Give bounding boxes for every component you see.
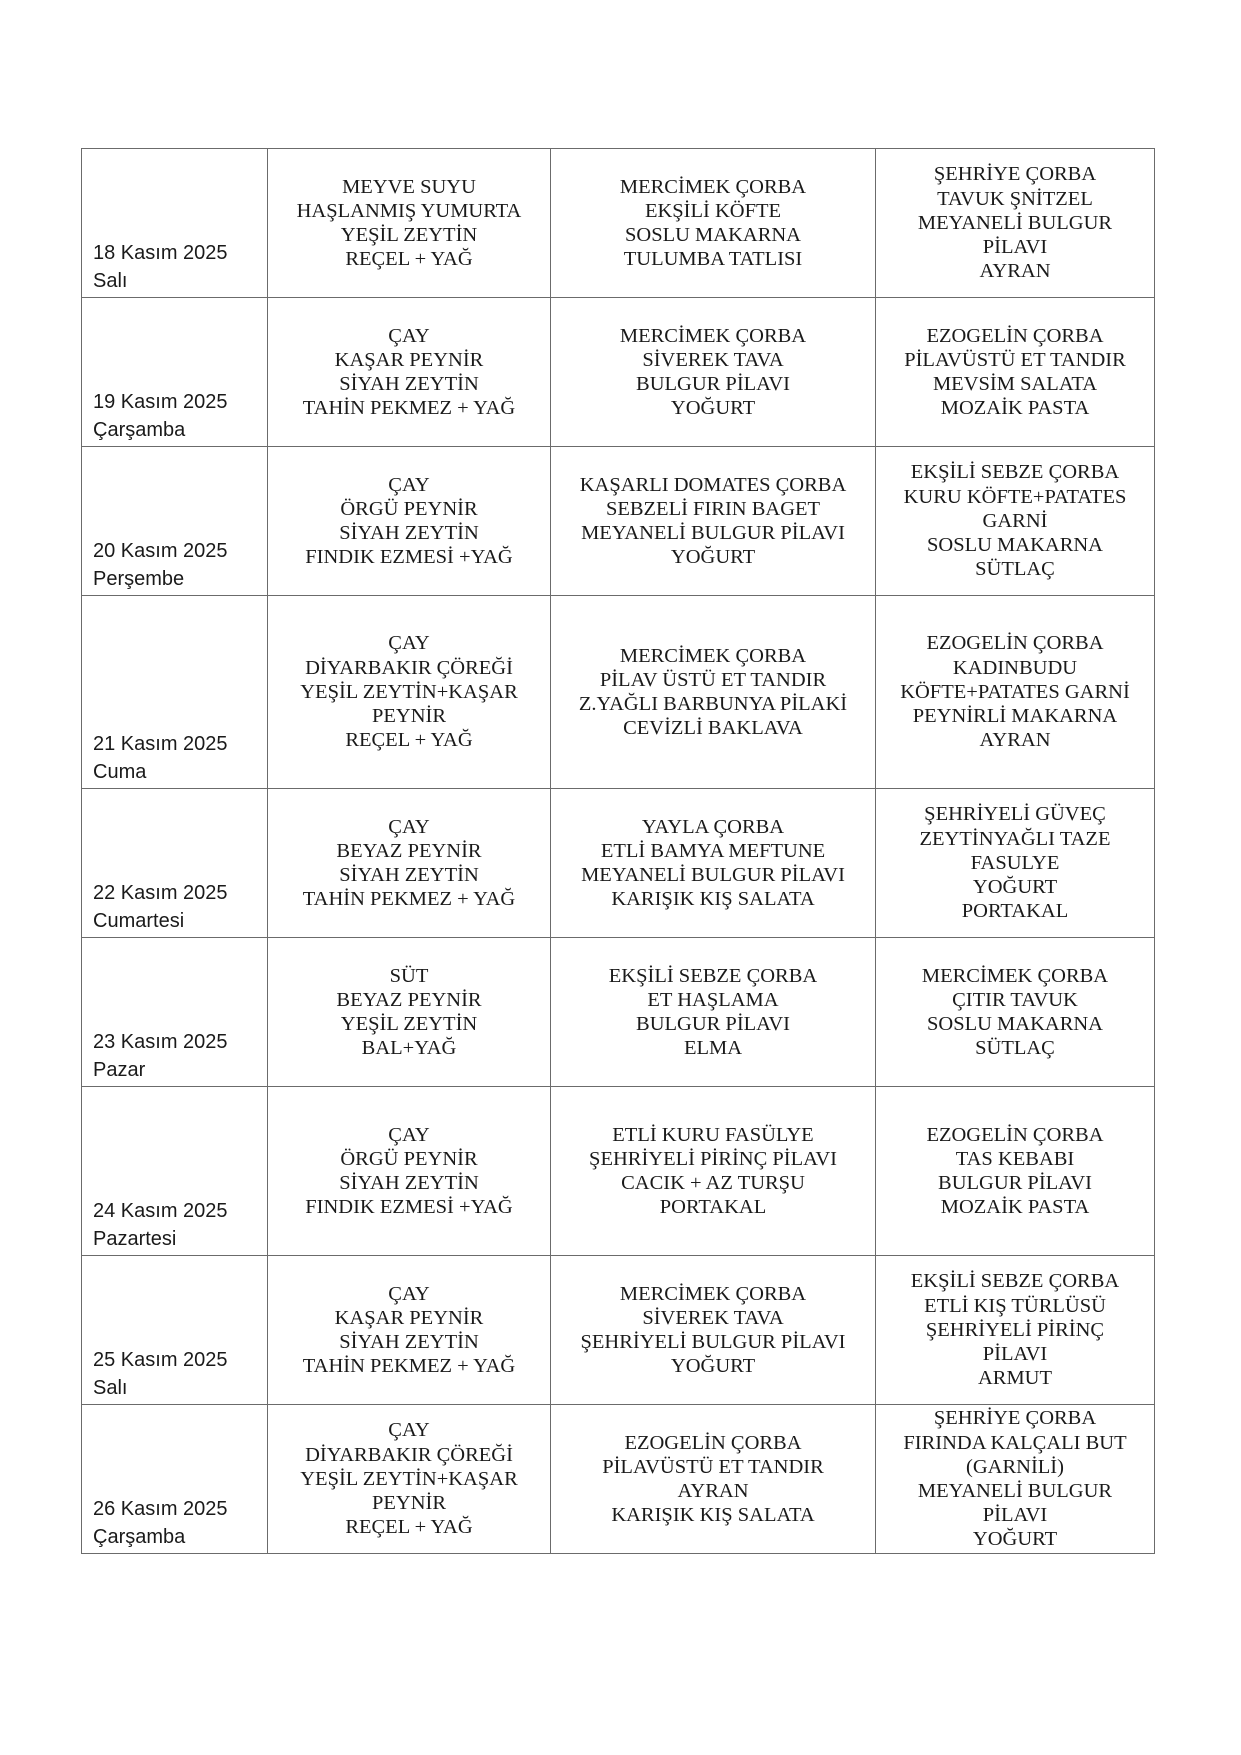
dinner-item: SÜTLAÇ (975, 1037, 1055, 1060)
dinner-item: AYRAN (979, 729, 1051, 752)
weekday-label: Pazartesi (93, 1228, 177, 1250)
dinner-item: PEYNİRLİ MAKARNA (912, 705, 1118, 728)
weekday-label: Pazar (93, 1059, 146, 1081)
breakfast-item: ÇAY (388, 1419, 430, 1442)
lunch-item: ETLİ KURU FASÜLYE (612, 1123, 814, 1146)
dinner-item: PİLAVÜSTÜ ET TANDIR (904, 348, 1126, 371)
dinner-cell (876, 938, 1155, 1087)
lunch-item: EKŞİLİ KÖFTE (644, 199, 782, 222)
dinner-item: MEYANELİ BULGUR (917, 1480, 1113, 1502)
dinner-item: SOSLU MAKARNA (927, 1013, 1103, 1035)
breakfast-item: TAHİN PEKMEZ + YAĞ (302, 397, 516, 420)
dinner-item: ŞEHRİYE ÇORBA (933, 1407, 1097, 1430)
breakfast-item: BEYAZ PEYNİR (336, 839, 482, 862)
menu-row (82, 938, 1155, 1087)
breakfast-item: REÇEL + YAĞ (345, 1516, 473, 1539)
menu-row (82, 447, 1155, 596)
breakfast-item: PEYNİR (371, 1492, 447, 1515)
dinner-item: YOĞURT (972, 1528, 1058, 1551)
dinner-item: SOSLU MAKARNA (927, 534, 1103, 557)
dinner-item: ŞEHRİYE ÇORBA (933, 163, 1097, 186)
breakfast-item: ÇAY (388, 324, 430, 347)
breakfast-item: FINDIK EZMESİ +YAĞ (305, 1196, 513, 1219)
lunch-item: MERCİMEK ÇORBA (619, 175, 807, 198)
breakfast-cell (268, 938, 551, 1087)
breakfast-item: SİYAH ZEYTİN (339, 522, 479, 544)
dinner-item: MEYANELİ BULGUR (917, 211, 1113, 234)
menu-row (82, 596, 1155, 789)
menu-row (82, 149, 1155, 298)
lunch-cell (551, 447, 876, 596)
breakfast-item: ÇAY (388, 632, 430, 655)
lunch-item: SİVEREK TAVA (642, 1306, 784, 1329)
dinner-item: ŞEHRİYELİ PİRİNÇ (925, 1318, 1105, 1341)
dinner-cell (876, 447, 1155, 596)
date-cell (82, 1087, 268, 1256)
dinner-cell (876, 596, 1155, 789)
dinner-item: ETLİ KIŞ TÜRLÜSÜ (924, 1294, 1106, 1317)
weekday-label: Salı (93, 1377, 128, 1399)
lunch-cell (551, 789, 876, 938)
breakfast-item: ÇAY (388, 473, 430, 496)
breakfast-item: KAŞAR PEYNİR (334, 348, 484, 371)
breakfast-item: YEŞİL ZEYTİN (340, 1013, 478, 1035)
lunch-item: KARIŞIK KIŞ SALATA (611, 1504, 815, 1527)
lunch-cell (551, 298, 876, 447)
lunch-item: YOĞURT (670, 1355, 756, 1378)
breakfast-item: REÇEL + YAĞ (345, 248, 473, 271)
weekday-label: Cumartesi (93, 910, 185, 932)
lunch-cell (551, 149, 876, 298)
date-label: 21 Kasım 2025 (93, 733, 228, 755)
breakfast-item: TAHİN PEKMEZ + YAĞ (302, 1355, 516, 1378)
dinner-item: ŞEHRİYELİ GÜVEÇ (924, 803, 1106, 826)
dinner-item: FASULYE (970, 851, 1060, 874)
date-cell (82, 789, 268, 938)
lunch-item: KAŞARLI DOMATES ÇORBA (579, 473, 847, 496)
breakfast-cell (268, 789, 551, 938)
lunch-item: ŞEHRİYELİ PİRİNÇ PİLAVI (589, 1147, 837, 1170)
breakfast-item: SİYAH ZEYTİN (339, 373, 479, 395)
lunch-item: YOĞURT (670, 397, 756, 420)
dinner-cell (876, 1087, 1155, 1256)
date-label: 22 Kasım 2025 (93, 882, 228, 904)
breakfast-item: YEŞİL ZEYTİN+KAŞAR (300, 1467, 518, 1490)
dinner-item: EZOGELİN ÇORBA (926, 632, 1104, 655)
date-label: 24 Kasım 2025 (93, 1200, 228, 1222)
lunch-item: PORTAKAL (659, 1196, 767, 1219)
menu-table (81, 148, 1155, 1554)
dinner-cell (876, 298, 1155, 447)
lunch-item: SOSLU MAKARNA (625, 224, 801, 246)
dinner-cell (876, 1405, 1155, 1554)
weekday-label: Çarşamba (93, 1526, 186, 1548)
lunch-item: EZOGELİN ÇORBA (624, 1431, 802, 1454)
breakfast-item: ÇAY (388, 1282, 430, 1305)
lunch-item: MERCİMEK ÇORBA (619, 324, 807, 347)
dinner-item: EKŞİLİ SEBZE ÇORBA (910, 461, 1120, 484)
date-label: 20 Kasım 2025 (93, 540, 228, 562)
dinner-item: YOĞURT (972, 876, 1058, 899)
dinner-item: KÖFTE+PATATES GARNİ (900, 680, 1130, 703)
date-cell (82, 149, 268, 298)
dinner-item: PİLAVI (982, 236, 1048, 259)
dinner-item: KURU KÖFTE+PATATES (903, 485, 1127, 508)
lunch-item: MEYANELİ BULGUR PİLAVI (581, 864, 845, 886)
menu-row (82, 1087, 1155, 1256)
date-cell (82, 596, 268, 789)
lunch-cell (551, 1256, 876, 1405)
lunch-item: ŞEHRİYELİ BULGUR PİLAVI (580, 1331, 846, 1353)
breakfast-item: MEYVE SUYU (342, 175, 476, 198)
lunch-cell (551, 1087, 876, 1256)
breakfast-cell (268, 447, 551, 596)
date-label: 23 Kasım 2025 (93, 1031, 228, 1053)
date-cell (82, 1256, 268, 1405)
dinner-item: BULGUR PİLAVI (938, 1172, 1092, 1194)
date-cell (82, 447, 268, 596)
breakfast-cell (268, 596, 551, 789)
breakfast-item: TAHİN PEKMEZ + YAĞ (302, 888, 516, 911)
dinner-item: SÜTLAÇ (975, 558, 1055, 581)
weekday-label: Salı (93, 270, 128, 292)
lunch-item: CEVİZLİ BAKLAVA (623, 717, 803, 740)
dinner-item: ARMUT (977, 1367, 1053, 1390)
lunch-item: CACIK + AZ TURŞU (621, 1172, 805, 1194)
lunch-item: ETLİ BAMYA MEFTUNE (600, 839, 826, 862)
dinner-item: PORTAKAL (961, 900, 1069, 923)
breakfast-item: SİYAH ZEYTİN (339, 1172, 479, 1194)
lunch-item: MERCİMEK ÇORBA (619, 1282, 807, 1305)
breakfast-item: ÖRGÜ PEYNİR (340, 1147, 478, 1170)
breakfast-cell (268, 149, 551, 298)
lunch-item: Z.YAĞLI BARBUNYA PİLAKİ (578, 693, 848, 715)
menu-body (82, 149, 1155, 1554)
breakfast-item: SİYAH ZEYTİN (339, 864, 479, 886)
dinner-item: EKŞİLİ SEBZE ÇORBA (910, 1270, 1120, 1293)
lunch-item: EKŞİLİ SEBZE ÇORBA (608, 964, 818, 987)
date-cell (82, 298, 268, 447)
lunch-item: MERCİMEK ÇORBA (619, 644, 807, 667)
menu-row (82, 1256, 1155, 1405)
lunch-cell (551, 596, 876, 789)
breakfast-item: ÇAY (388, 815, 430, 838)
menu-row (82, 1405, 1155, 1554)
dinner-item: TAVUK ŞNİTZEL (937, 187, 1093, 210)
dinner-item: ÇITIR TAVUK (952, 988, 1078, 1011)
lunch-item: AYRAN (677, 1480, 749, 1502)
breakfast-item: YEŞİL ZEYTİN+KAŞAR (300, 680, 518, 703)
dinner-item: TAS KEBABI (955, 1147, 1075, 1170)
breakfast-item: ÖRGÜ PEYNİR (340, 497, 478, 520)
lunch-item: SEBZELİ FIRIN BAGET (605, 497, 821, 520)
breakfast-item: REÇEL + YAĞ (345, 729, 473, 752)
breakfast-item: KAŞAR PEYNİR (334, 1306, 484, 1329)
dinner-item: PİLAVI (982, 1343, 1048, 1366)
dinner-item: PİLAVI (982, 1504, 1048, 1527)
breakfast-cell (268, 1405, 551, 1554)
breakfast-item: SÜT (389, 964, 429, 987)
lunch-item: PİLAVÜSTÜ ET TANDIR (602, 1455, 824, 1478)
date-label: 19 Kasım 2025 (93, 391, 228, 413)
dinner-cell (876, 149, 1155, 298)
lunch-item: TULUMBA TATLISI (623, 248, 803, 271)
dinner-item: KADINBUDU (952, 656, 1078, 679)
weekday-label: Cuma (93, 761, 147, 783)
breakfast-item: DİYARBAKIR ÇÖREĞİ (305, 656, 513, 679)
lunch-item: YAYLA ÇORBA (641, 815, 785, 838)
lunch-item: YOĞURT (670, 546, 756, 569)
dinner-item: MERCİMEK ÇORBA (921, 964, 1109, 987)
lunch-item: MEYANELİ BULGUR PİLAVI (581, 522, 845, 544)
dinner-item: MOZAİK PASTA (940, 1196, 1090, 1219)
breakfast-item: YEŞİL ZEYTİN (340, 224, 478, 246)
menu-row (82, 789, 1155, 938)
breakfast-item: HAŞLANMIŞ YUMURTA (296, 199, 522, 222)
lunch-item: BULGUR PİLAVI (636, 1013, 790, 1035)
date-label: 18 Kasım 2025 (93, 242, 228, 264)
weekday-label: Çarşamba (93, 419, 186, 441)
breakfast-item: PEYNİR (371, 705, 447, 728)
dinner-item: AYRAN (979, 260, 1051, 283)
dinner-item: EZOGELİN ÇORBA (926, 324, 1104, 347)
lunch-cell (551, 1405, 876, 1554)
breakfast-item: BAL+YAĞ (361, 1037, 457, 1060)
dinner-item: GARNİ (982, 509, 1048, 532)
menu-row (82, 298, 1155, 447)
date-label: 26 Kasım 2025 (93, 1498, 228, 1520)
dinner-cell (876, 1256, 1155, 1405)
lunch-item: PİLAV ÜSTÜ ET TANDIR (599, 668, 827, 691)
breakfast-cell (268, 1256, 551, 1405)
breakfast-item: DİYARBAKIR ÇÖREĞİ (305, 1443, 513, 1466)
breakfast-cell (268, 298, 551, 447)
breakfast-item: SİYAH ZEYTİN (339, 1331, 479, 1353)
dinner-item: ZEYTİNYAĞLI TAZE (919, 827, 1111, 850)
lunch-item: BULGUR PİLAVI (636, 373, 790, 395)
dinner-item: EZOGELİN ÇORBA (926, 1123, 1104, 1146)
breakfast-item: FINDIK EZMESİ +YAĞ (305, 546, 513, 569)
lunch-item: ET HAŞLAMA (647, 988, 779, 1011)
breakfast-item: ÇAY (388, 1123, 430, 1146)
dinner-item: (GARNİLİ) (966, 1455, 1064, 1478)
date-cell (82, 1405, 268, 1554)
lunch-cell (551, 938, 876, 1087)
dinner-item: MOZAİK PASTA (940, 397, 1090, 420)
lunch-item: SİVEREK TAVA (642, 348, 784, 371)
date-cell (82, 938, 268, 1087)
lunch-item: KARIŞIK KIŞ SALATA (611, 888, 815, 911)
lunch-item: ELMA (683, 1037, 743, 1060)
breakfast-item: BEYAZ PEYNİR (336, 988, 482, 1011)
dinner-cell (876, 789, 1155, 938)
breakfast-cell (268, 1087, 551, 1256)
dinner-item: FIRINDA KALÇALI BUT (903, 1431, 1127, 1454)
weekday-label: Perşembe (93, 568, 185, 590)
dinner-item: MEVSİM SALATA (932, 373, 1098, 395)
date-label: 25 Kasım 2025 (93, 1349, 228, 1371)
